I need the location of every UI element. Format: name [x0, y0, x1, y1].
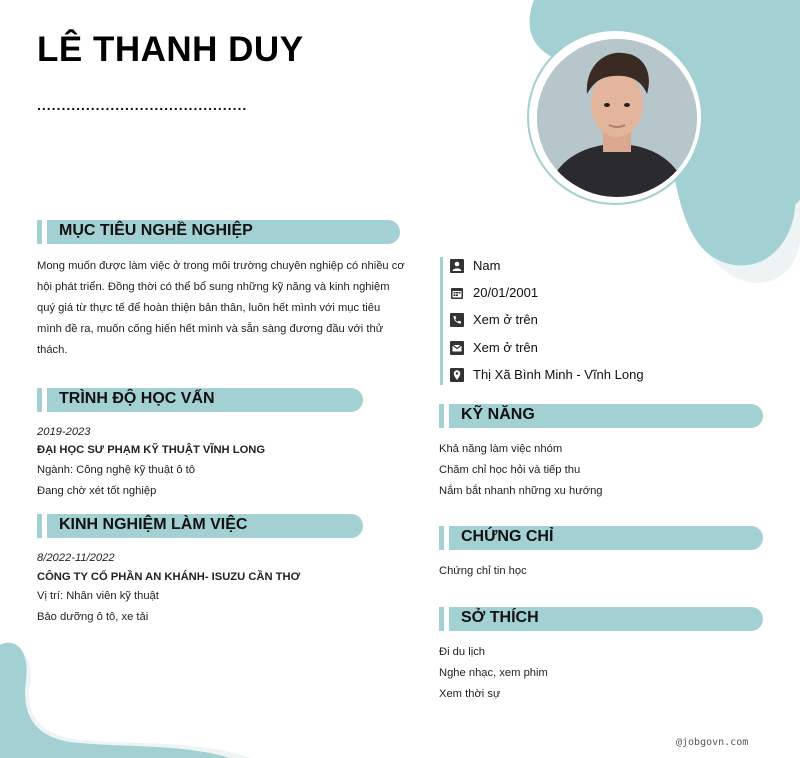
hobby-item: Đi du lịch: [439, 646, 486, 658]
contact-dob: 20/01/2001: [473, 285, 539, 300]
skill-item: Nắm bắt nhanh những xu hướng: [439, 485, 603, 497]
experience-period: 8/2022-11/2022: [37, 552, 115, 564]
hobby-item: Xem thời sự: [439, 688, 501, 700]
skills-heading: KỸ NĂNG: [461, 406, 535, 423]
education-status: Đang chờ xét tốt nghiệp: [37, 485, 157, 497]
contact-accent-bar: [440, 257, 443, 385]
person-icon: [449, 258, 465, 274]
email-icon: [449, 340, 465, 356]
education-heading: TRÌNH ĐỘ HỌC VẤN: [59, 390, 215, 407]
certificate-item: Chứng chỉ tin học: [439, 565, 527, 577]
hobby-item: Nghe nhạc, xem phim: [439, 667, 548, 679]
hobbies-heading: SỞ THÍCH: [461, 609, 539, 626]
section-heading-objective: [37, 220, 400, 244]
certificates-heading: CHỨNG CHỈ: [461, 528, 554, 545]
section-heading-skills: [439, 404, 763, 428]
section-heading-certificates: [439, 526, 763, 550]
candidate-name: LÊ THANH DUY: [37, 30, 304, 69]
contact-gender: Nam: [473, 258, 501, 273]
decorative-blob-bottom-left: [0, 640, 260, 758]
name-underline-dots: ...........................................: [37, 97, 248, 113]
objective-line: hội phát triển. Đồng thời có thể bổ sung những kỹ năng và kinh nghiệm: [37, 281, 390, 293]
objective-text: [37, 256, 417, 361]
skill-item: Chăm chỉ học hỏi và tiếp thu: [439, 464, 581, 476]
phone-icon: [449, 312, 465, 328]
objective-heading: MỤC TIÊU NGHỀ NGHIỆP: [59, 222, 253, 239]
experience-position: Vị trí: Nhân viên kỹ thuật: [37, 590, 159, 602]
watermark-text: @jobgovn.com: [676, 737, 749, 748]
experience-company: CÔNG TY CỔ PHẦN AN KHÁNH- ISUZU CẦN THƠ: [37, 571, 301, 583]
education-period: 2019-2023: [37, 426, 91, 438]
objective-line: Mong muốn được làm việc ở trong môi trường chuyên nghiệp có nhiều cơ: [37, 260, 405, 272]
skill-item: Khả năng làm việc nhóm: [439, 443, 563, 455]
location-pin-icon: [449, 367, 465, 383]
education-major: Ngành: Công nghệ kỹ thuật ô tô: [37, 464, 195, 476]
section-heading-education: [37, 388, 363, 412]
section-heading-hobbies: [439, 607, 763, 631]
experience-task: Bảo dưỡng ô tô, xe tải: [37, 611, 149, 623]
education-school: ĐẠI HỌC SƯ PHẠM KỸ THUẬT VĨNH LONG: [37, 444, 266, 456]
contact-address: Thị Xã Bình Minh - Vĩnh Long: [473, 367, 644, 382]
experience-heading: KINH NGHIỆM LÀM VIỆC: [59, 516, 248, 533]
objective-line: mình đề ra, muốn cống hiến hết mình và sẵn sàng đương đầu với thử: [37, 323, 384, 335]
contact-email: Xem ở trên: [473, 340, 538, 355]
calendar-icon: [449, 285, 465, 301]
objective-line: thách.: [37, 344, 68, 356]
objective-line: quý giá từ thực tế để hoàn thiện bản thân, luôn hết mình với mục tiêu: [37, 302, 381, 314]
avatar: [537, 39, 697, 197]
section-heading-experience: [37, 514, 363, 538]
contact-phone: Xem ở trên: [473, 312, 538, 327]
